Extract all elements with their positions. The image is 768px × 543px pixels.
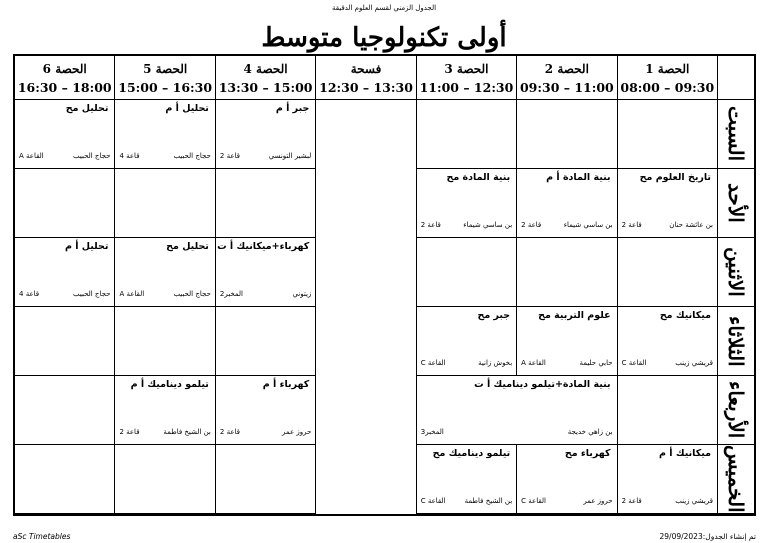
empty-cell (316, 445, 416, 514)
period-time: 09:30 – 11:00 (519, 80, 614, 95)
lesson-teacher: قريشي زينب (675, 359, 713, 367)
lesson-teacher: حروز عمر (583, 497, 613, 505)
lesson-cell (517, 445, 617, 514)
lesson-subject: تحليل أ م (165, 103, 209, 114)
day-name-cell (718, 307, 754, 376)
lesson-room: قاعة 4 (119, 152, 140, 160)
day-name: الثلاثاء (724, 315, 748, 367)
empty-cell (15, 376, 115, 445)
empty-cell (618, 376, 718, 445)
lesson-teacher: حجاج الحبيب (173, 152, 211, 160)
lesson-room: قاعة 2 (219, 428, 240, 436)
empty-cell (216, 445, 316, 514)
lesson-teacher: بن ساسي شيماء (463, 221, 513, 229)
lesson-cell (417, 169, 517, 238)
period-label: الحصة 4 (243, 62, 288, 76)
lesson-subject: ميكانيك مح (659, 310, 711, 321)
period-time: 16:30 – 18:00 (17, 80, 112, 95)
day-name-cell (718, 100, 754, 169)
lesson-subject: تحليل أ م (64, 241, 109, 252)
empty-cell (115, 169, 215, 238)
lesson-subject: كهرباء أ م (262, 379, 310, 390)
lesson-room: القاعة C (420, 359, 446, 367)
lesson-room: القاعة A (119, 290, 145, 298)
lesson-cell (517, 307, 617, 376)
lesson-room: قاعة 2 (621, 497, 642, 505)
day-name: الأحد (724, 183, 748, 223)
period-header (517, 56, 617, 100)
empty-cell (15, 307, 115, 376)
lesson-cell (417, 307, 517, 376)
lesson-cell (15, 238, 115, 307)
lesson-subject: جبر أ م (275, 103, 310, 114)
lesson-subject: تاريخ العلوم مح (639, 172, 711, 183)
lesson-room: القاعة C (521, 497, 546, 505)
empty-cell (15, 169, 115, 238)
lesson-room: قاعة 4 (19, 290, 40, 298)
empty-cell (618, 100, 718, 169)
lesson-teacher: حجاج الحبيب (173, 290, 211, 298)
lesson-teacher: بن الشيخ فاطمة (163, 428, 211, 436)
period-label: الحصة 1 (645, 62, 690, 76)
empty-cell (316, 169, 416, 238)
lesson-cell (216, 376, 316, 445)
empty-cell (15, 445, 115, 514)
empty-cell (417, 100, 517, 169)
lesson-cell (618, 169, 718, 238)
lesson-teacher: بن زاهي خديجة (567, 428, 613, 436)
lesson-subject: كهرباء+ميكانيك أ ت (217, 241, 310, 252)
lesson-room: المخبر3 (420, 428, 444, 436)
day-name: الأربعاء (724, 381, 748, 439)
lesson-room: القاعة C (621, 359, 647, 367)
document-subtitle: الجدول الزمني لقسم العلوم الدقيقة (331, 4, 437, 12)
empty-cell (417, 238, 517, 307)
lesson-cell (618, 307, 718, 376)
timetable-grid (13, 54, 756, 516)
period-label: الحصة 3 (444, 62, 489, 76)
period-label: الحصة 5 (143, 62, 188, 76)
period-time: 11:00 – 12:30 (419, 80, 514, 95)
lesson-room: قاعة 2 (420, 221, 441, 229)
empty-cell (316, 238, 416, 307)
period-time: 15:00 – 16:30 (118, 80, 213, 95)
period-label: فسحة (350, 62, 382, 76)
lesson-cell (417, 376, 618, 445)
page-title: أولى تكنولوجيا متوسط (261, 23, 507, 53)
period-time: 13:30 – 15:00 (218, 80, 313, 95)
lesson-subject: كهرباء مح (564, 448, 611, 459)
lesson-room: القاعة A (521, 359, 546, 367)
day-name-cell (718, 376, 754, 445)
lesson-teacher: بن عائشة حنان (669, 221, 713, 229)
period-label: الحصة 6 (42, 62, 87, 76)
day-name: السبت (724, 106, 748, 162)
empty-cell (216, 169, 316, 238)
lesson-teacher: زيتوني (292, 290, 312, 298)
empty-cell (517, 100, 617, 169)
day-name-cell (718, 238, 754, 307)
lesson-cell (618, 445, 718, 514)
lesson-subject: علوم التربية مح (538, 310, 611, 321)
lesson-cell (517, 169, 617, 238)
lesson-subject: بنية المادة أ م (546, 172, 611, 183)
period-header (216, 56, 316, 100)
empty-cell (618, 238, 718, 307)
period-label: الحصة 2 (544, 62, 589, 76)
lesson-teacher: حابي حليمة (579, 359, 613, 367)
lesson-subject: تيلمو ديناميك أ م (130, 379, 209, 390)
period-header (316, 56, 416, 100)
lesson-cell (15, 100, 115, 169)
lesson-subject: بنية المادة مح (446, 172, 511, 183)
empty-cell (316, 307, 416, 376)
empty-cell (316, 100, 416, 169)
empty-cell (115, 307, 215, 376)
lesson-teacher: حروز عمر (282, 428, 312, 436)
lesson-subject: بنية المادة+تيلمو ديناميك أ ت (474, 379, 611, 390)
lesson-room: قاعة 2 (119, 428, 140, 436)
lesson-teacher: لبشير التونسي (268, 152, 312, 160)
lesson-teacher: بن الشيخ فاطمة (464, 497, 513, 505)
lesson-teacher: بن ساسي شيماء (563, 221, 613, 229)
lesson-subject: جبر مح (477, 310, 511, 321)
lesson-room: قاعة 2 (521, 221, 542, 229)
lesson-cell (115, 376, 215, 445)
lesson-subject: تحليل مح (166, 241, 209, 252)
lesson-cell (216, 100, 316, 169)
lesson-cell (417, 445, 517, 514)
period-header (618, 56, 718, 100)
lesson-cell (115, 238, 215, 307)
empty-cell (216, 307, 316, 376)
period-time: 12:30 – 13:30 (319, 80, 413, 95)
lesson-cell (216, 238, 316, 307)
day-name: الاثنين (724, 247, 748, 297)
day-name-cell (718, 445, 754, 514)
empty-cell (115, 445, 215, 514)
lesson-subject: تيلمو ديناميك مح (432, 448, 511, 459)
empty-cell (316, 376, 416, 445)
lesson-room: المخبر2 (219, 290, 243, 298)
lesson-room: قاعة 2 (219, 152, 240, 160)
lesson-teacher: حجاج الحبيب (73, 152, 111, 160)
period-time: 08:00 – 09:30 (620, 80, 715, 95)
empty-cell (517, 238, 617, 307)
lesson-subject: تحليل مح (65, 103, 109, 114)
lesson-room: القاعة A (19, 152, 44, 160)
corner-cell (718, 56, 754, 100)
lesson-teacher: قريشي زينب (675, 497, 713, 505)
day-name: الخميس (724, 445, 748, 513)
lesson-teacher: بخوش زانية (478, 359, 513, 367)
period-header (15, 56, 115, 100)
footer-software-label: aSc Timetables (13, 532, 71, 541)
period-header (115, 56, 215, 100)
lesson-subject: ميكانيك أ م (659, 448, 711, 459)
lesson-room: قاعة 2 (621, 221, 642, 229)
footer-created-date: تم إنشاء الجدول:29/09/2023 (659, 532, 756, 541)
day-name-cell (718, 169, 754, 238)
lesson-room: القاعة C (420, 497, 446, 505)
lesson-teacher: حجاج الحبيب (73, 290, 111, 298)
period-header (417, 56, 517, 100)
lesson-cell (115, 100, 215, 169)
